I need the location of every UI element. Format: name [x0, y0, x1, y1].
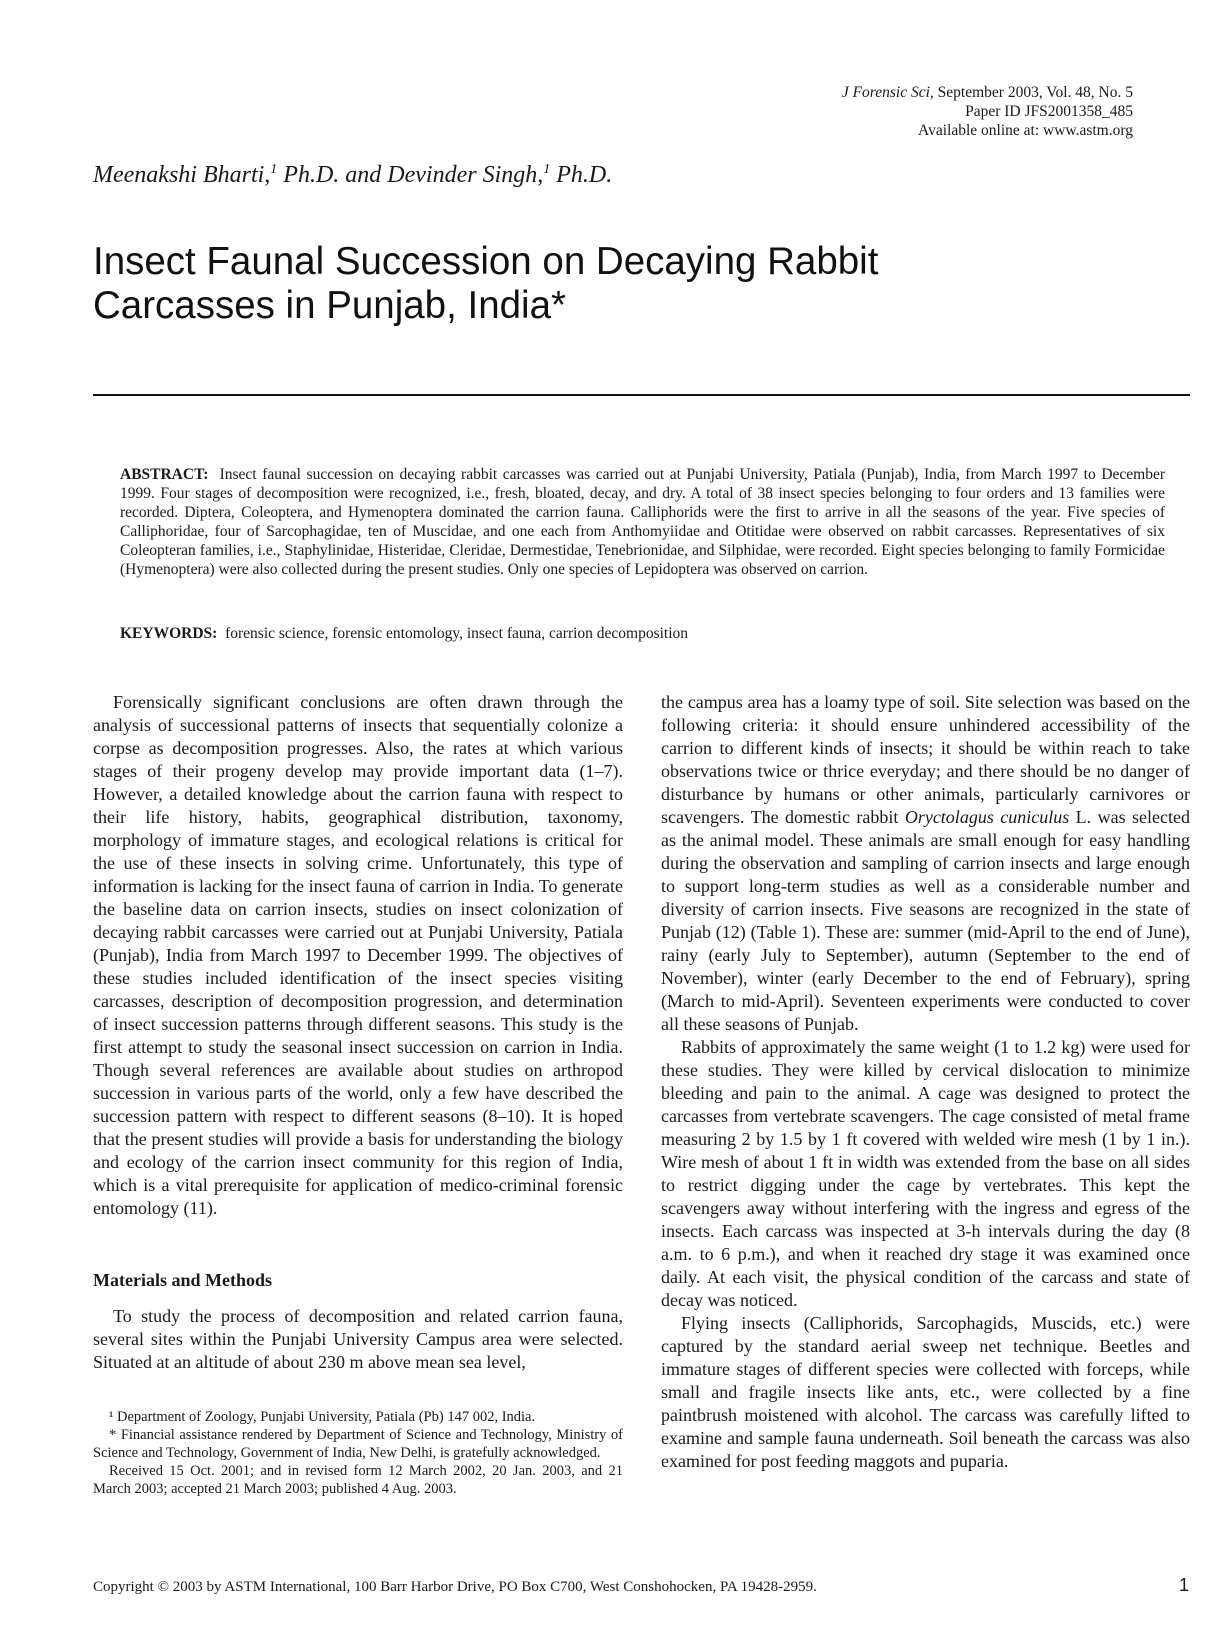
- intro-paragraph: Forensically significant conclusions are often drawn through the analysis of successional patterns of insects that sequentially colonize a corpse as decomposition progresses. Also, the rates at which various stages of their progeny develop may provide important data (1–7). However, a detailed knowledge about the carrion fauna with respect to their life history, habits, geographical distribution, taxonomy, morphology of immature stages, and ecological relations is critical for the use of these insects in solving crime. Unfortunately, this type of information is lacking for the insect fauna of carrion in India. To generate the baseline data on carrion insects, studies on insect colonization of decaying rabbit carcasses were carried out at Punjabi University, Patiala (Punjab), India from March 1997 to December 1999. The objectives of these studies included identification of the insect species visiting carcasses, description of decomposition progression, and determination of insect succession patterns through different seasons. This study is the first attempt to study the seasonal insect succession on carrion in India. Though several references are available about studies on arthropod succession in various parts of the world, only a few have described the succession pattern with respect to different seasons (8–10). It is hoped that the present studies will provide a basis for understanding the biology and ecology of the carrion insect community for this region of India, which is a vital prerequisite for application of medico-criminal forensic entomology (11).: [93, 692, 623, 1218]
- journal-citation: J Forensic Sci, September 2003, Vol. 48, No. 5: [841, 84, 1133, 101]
- site-paragraph: the campus area has a loamy type of soil. Site selection was based on the following criteria: it should ensure unhindered accessibility of the carrion to different kinds of insects; it should be within reach to take observations twice or thrice everyday; and there should be no danger of disturbance by humans or other animals, particularly carnivores or scavengers. The domestic rabbit Oryctolagus cuniculus L. was selected as the animal model. These animals are small enough for easy handling during the observation and sampling of carrion insects and large enough to support long-term studies as well as a considerable number and diversity of carrion insects. Five seasons are recognized in the state of Punjab (12) (Table 1). These are: summer (mid-April to the end of June), rainy (early July to September), autumn (September to the end of November), winter (early December to the end of February), spring (March to mid-April). Seventeen experiments were conducted to cover all these seasons of Punjab.: [661, 692, 1191, 1034]
- paper-id: Paper ID JFS2001358_485: [965, 103, 1133, 120]
- author-line: Meenakshi Bharti,$^1$ Ph.D. and Devinder Singh,$^1$ Ph.D.: [93, 162, 613, 188]
- paper-title: Insect Faunal Succession on Decaying Rabbit Carcasses in Punjab, India*: [93, 240, 879, 327]
- species-name: Oryctolagus cuniculus: [904, 807, 1070, 827]
- abstract-text: Insect faunal succession on decaying rabbit carcasses was carried out at Punjabi University, Patiala (Punjab), India, from March 1997 to December 1999. Four stages of decomposition were recognized, i.e., fresh, bloated, decay, and dry. A total of 38 insect species belonging to four orders and 13 families were recorded. Diptera, Coleoptera, and Hymenoptera dominated the carrion fauna. Calliphorids were the first to arrive in all the seasons of the year. Five species of Calliphoridae, four of Sarcophagidae, ten of Muscidae, and one each from Anthomyiidae and Otitidae were observed on rabbit carcasses. Representatives of six Coleopteran families, i.e., Staphylinidae, Histeridae, Cleridae, Dermestidae, Tenebrionidae, and Silphidae, were recorded. Eight species belonging to family Formicidae (Hymenoptera) were also collected during the present studies. Only one species of Lepidoptera was observed on carrion.: [120, 466, 1165, 578]
- footnote-affiliation: ¹ Department of Zoology, Punjabi University, Patiala (Pb) 147 002, India.: [109, 1409, 536, 1425]
- collection-paragraph: Flying insects (Calliphorids, Sarcophagids, Muscids, etc.) were captured by the standard aerial sweep net technique. Beetles and immature stages of different species were collected with forceps, while small and fragile insects like ants, etc., were collected by a fine paintbrush moistened with alcohol. The carcass was carefully lifted to examine and sample fauna underneath. Soil beneath the carcass was also examined for post feeding maggots and puparia.: [661, 1313, 1190, 1471]
- keywords-text: forensic science, forensic entomology, insect fauna, carrion decomposition: [225, 625, 689, 642]
- title-divider: [93, 394, 1190, 396]
- footnote-received: Received 15 Oct. 2001; and in revised form 12 March 2002, 20 Jan. 2003, and 21 March 2003; accepted 21 March 2003; published 4 Aug. 2003.: [93, 1463, 623, 1497]
- section-heading: Materials and Methods: [93, 1270, 272, 1290]
- footnotes: [93, 1408, 623, 1498]
- right-column: [661, 691, 1190, 1473]
- footnote-funding: * Financial assistance rendered by Department of Science and Technology, Ministry of Science and Technology, Government of India, New Delhi, is gratefully acknowledged.: [93, 1427, 623, 1461]
- journal-header: [842, 83, 1133, 140]
- methods-paragraph: To study the process of decomposition and related carrion fauna, several sites within the Punjabi University Campus area were selected. Situated at an altitude of about 230 m above mean sea level,: [93, 1306, 623, 1372]
- keywords-label: KEYWORDS:: [120, 625, 218, 642]
- cage-paragraph: Rabbits of approximately the same weight (1 to 1.2 kg) were used for these studies. They were killed by cervical dislocation to minimize bleeding and pain to the animal. A cage was designed to protect the carcasses from vertebrate scavengers. The cage consisted of metal frame measuring 2 by 1.5 by 1 ft covered with welded wire mesh (1 by 1 in.). Wire mesh of about 1 ft in width was extended from the base on all sides to restrict digging under the cage by vertebrates. This kept the scavengers away without interfering with the ingress and egress of the insects. Each carcass was inspected at 3-h intervals during the day (8 a.m. to 6 p.m.), and when it reached dry stage it was examined once daily. At each visit, the physical condition of the carcass and state of decay was noticed.: [661, 1037, 1190, 1310]
- abstract-label: ABSTRACT:: [120, 466, 209, 483]
- online-availability: Available online at: www.astm.org: [918, 122, 1133, 139]
- keywords: [120, 624, 1165, 643]
- copyright-footer: Copyright © 2003 by ASTM International, 100 Barr Harbor Drive, PO Box C700, West Conshohocken, PA 19428-2959.: [93, 1579, 817, 1595]
- abstract: [120, 465, 1165, 579]
- page-number: 1: [1178, 1575, 1189, 1595]
